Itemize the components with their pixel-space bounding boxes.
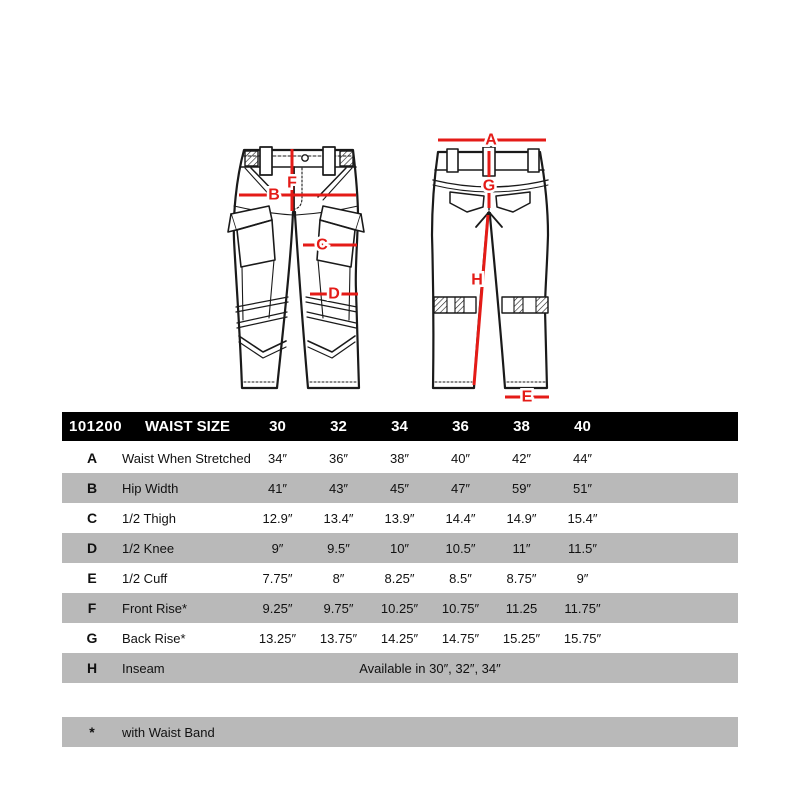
- table-row-d: [62, 533, 738, 563]
- row-value: 11.5″: [568, 540, 597, 556]
- row-value: 42″: [511, 450, 532, 466]
- row-value: 13.25″: [258, 630, 297, 646]
- size-col-30: 30: [269, 418, 286, 435]
- row-value: 51″: [572, 480, 593, 496]
- size-col-38: 38: [513, 418, 530, 435]
- footnote-symbol: *: [89, 724, 95, 740]
- row-value: 34″: [267, 450, 288, 466]
- table-row-f: [62, 593, 738, 623]
- row-label: 1/2 Thigh: [122, 510, 176, 526]
- front-elastic-left: [245, 151, 258, 166]
- back-knee-band-left-hatch1: [434, 297, 447, 313]
- measure-label-b: B: [268, 186, 280, 204]
- row-value: 14.4″: [445, 510, 476, 526]
- back-knee-band-left-hatch2: [455, 297, 464, 313]
- row-value: 8″: [332, 570, 345, 586]
- back-knee-band-right-hatch1: [514, 297, 523, 313]
- row-value: 44″: [572, 450, 593, 466]
- front-elastic-right: [340, 151, 353, 166]
- row-label: Inseam: [122, 660, 165, 676]
- row-value: 8.75″: [506, 570, 537, 586]
- row-value: 15.4″: [567, 510, 598, 526]
- size-col-32: 32: [330, 418, 347, 435]
- row-value: 11″: [512, 540, 531, 556]
- measure-label-h: H: [471, 271, 483, 289]
- row-value: 15.25″: [502, 630, 541, 646]
- row-value: 36″: [328, 450, 349, 466]
- row-letter: D: [86, 540, 98, 556]
- size-col-40: 40: [574, 418, 591, 435]
- row-value: 10.75″: [441, 600, 480, 616]
- row-value: 15.75″: [563, 630, 602, 646]
- row-letter: G: [86, 630, 98, 646]
- inseam-availability: Available in 30″, 32″, 34″: [359, 660, 501, 676]
- row-letter: H: [86, 660, 98, 676]
- row-value: 10.5″: [445, 540, 476, 556]
- row-value: 8.5″: [449, 570, 472, 586]
- front-button: [302, 155, 308, 161]
- waist-size-heading: WAIST SIZE: [145, 418, 231, 435]
- row-value: 43″: [328, 480, 349, 496]
- size-table: [62, 412, 738, 683]
- measure-label-c: C: [316, 236, 328, 254]
- row-value: 14.9″: [506, 510, 537, 526]
- row-label: Waist When Stretched: [122, 450, 251, 466]
- footnote-text: with Waist Band: [122, 724, 215, 740]
- row-label: Front Rise*: [122, 600, 188, 616]
- table-row-h: [62, 653, 738, 683]
- table-row-g: [62, 623, 738, 653]
- table-row-a: [62, 443, 738, 473]
- table-row-c: [62, 503, 738, 533]
- back-belt-loop-right: [528, 149, 539, 172]
- row-letter: A: [86, 450, 98, 466]
- row-value: 41″: [267, 480, 288, 496]
- row-label: Hip Width: [122, 480, 179, 496]
- row-value: 38″: [389, 450, 410, 466]
- row-letter: C: [86, 510, 98, 526]
- row-value: 7.75″: [262, 570, 293, 586]
- row-value: 11.25: [505, 600, 538, 616]
- row-value: 8.25″: [384, 570, 415, 586]
- measure-label-g: G: [482, 177, 496, 195]
- row-label: 1/2 Knee: [122, 540, 175, 556]
- size-col-36: 36: [452, 418, 469, 435]
- row-label: Back Rise*: [122, 630, 186, 646]
- row-value: 9″: [271, 540, 284, 556]
- measure-label-d: D: [328, 285, 340, 303]
- table-row-e: [62, 563, 738, 593]
- front-belt-loop-left: [260, 147, 272, 175]
- row-value: 13.4″: [323, 510, 354, 526]
- row-value: 9.25″: [262, 600, 293, 616]
- row-value: 9.5″: [327, 540, 350, 556]
- row-value: 14.75″: [441, 630, 480, 646]
- row-value: 40″: [450, 450, 471, 466]
- row-value: 9″: [576, 570, 589, 586]
- row-letter: F: [87, 600, 97, 616]
- footnote-row: [62, 717, 738, 747]
- back-knee-band-right-hatch2: [536, 297, 548, 313]
- table-header-row: [62, 412, 738, 441]
- row-value: 45″: [389, 480, 410, 496]
- row-value: 10.25″: [380, 600, 419, 616]
- row-value: 9.75″: [323, 600, 354, 616]
- row-value: 59″: [511, 480, 532, 496]
- row-label: 1/2 Cuff: [122, 570, 168, 586]
- row-value: 12.9″: [262, 510, 293, 526]
- row-value: 47″: [450, 480, 471, 496]
- measure-label-e: E: [521, 388, 533, 406]
- row-value: 13.75″: [319, 630, 358, 646]
- row-value: 14.25″: [380, 630, 419, 646]
- product-code: 101200: [69, 418, 123, 435]
- row-value: 10″: [389, 540, 410, 556]
- row-letter: B: [86, 480, 98, 496]
- measure-label-f: F: [287, 174, 297, 192]
- front-belt-loop-right: [323, 147, 335, 175]
- measure-label-a: A: [485, 131, 497, 149]
- row-letter: E: [87, 570, 97, 586]
- back-belt-loop-left: [447, 149, 458, 172]
- row-value: 11.75″: [564, 600, 601, 616]
- table-row-b: [62, 473, 738, 503]
- row-value: 13.9″: [384, 510, 415, 526]
- size-col-34: 34: [391, 418, 408, 435]
